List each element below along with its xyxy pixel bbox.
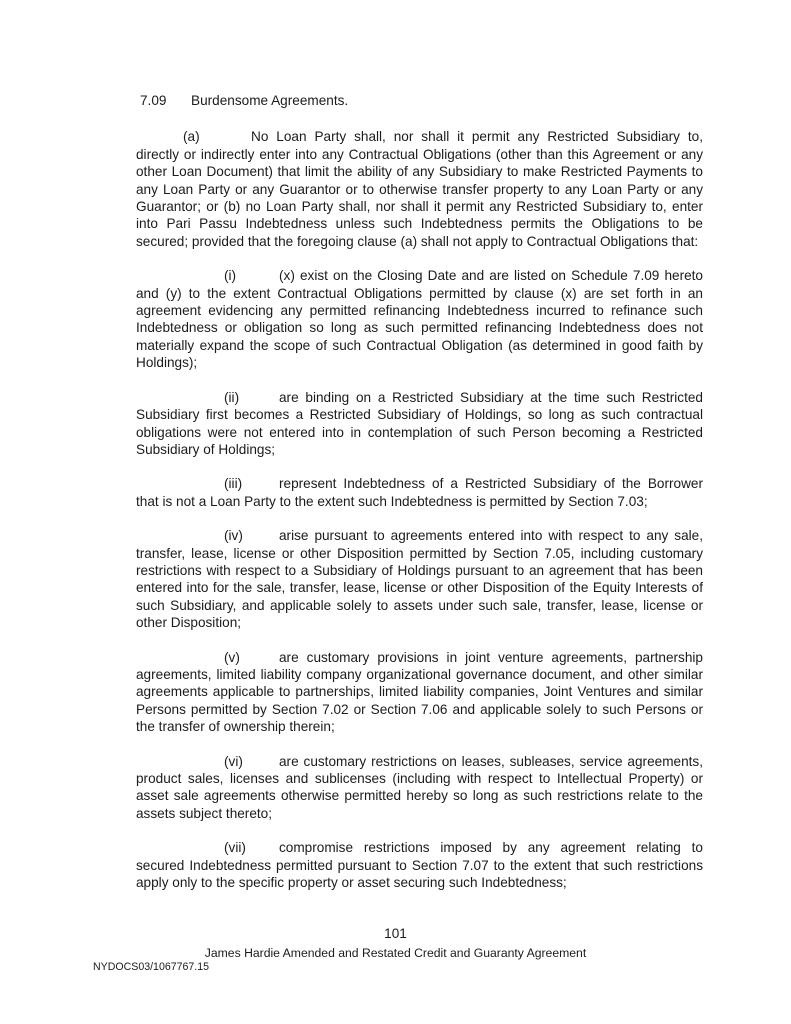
clause-item-ii [136, 389, 703, 459]
footer-doc-id: NYDOCS03/1067767.15 [93, 961, 210, 973]
clause-label: (vi) [224, 753, 243, 769]
paragraph-a-label: (a) [183, 129, 200, 145]
clause-label: (iii) [224, 476, 243, 492]
clause-text: are customary restrictions on leases, subleases, service agreements, product sales, licenses and sublicenses (including with respect to Intellectual Property) or asset sale agreements otherwise permitted hereby so long as such restrictions relate to the assets subject thereto; [136, 753, 703, 821]
clause-label: (iv) [224, 528, 243, 544]
clause-text: are binding on a Restricted Subsidiary at the time such Restricted Subsidiary first becomes a Restricted Subsidiary of Holdings, so long as such contractual obligations were not entered into in contemplation of such Person becoming a Restricted Subsidiary of Holdings; [136, 389, 703, 457]
page-number: 101 [384, 926, 407, 941]
page-body [136, 92, 703, 908]
clause-label: (ii) [224, 389, 240, 405]
paragraph-a-text: No Loan Party shall, nor shall it permit any Restricted Subsidiary to, directly or indirectly enter into any Contractual Obligations (other than this Agreement or any other Loan Document) that limit the ability of any Subsidiary to make Restricted Payments to any Loan Party or any Guarantor or to otherwise transfer property to any Loan Party or any Guarantor; or (b) no Loan Party shall, nor shall it permit any Restricted Subsidiary to, enter into Pari Passu Indebtedness unless such Indebtedness permits the Obligations to be secured; provided that the foregoing clause (a) shall not apply to Contractual Obligations that: [136, 129, 703, 249]
section-title: Burdensome Agreements. [191, 93, 349, 108]
clause-item-iv [136, 527, 703, 631]
section-number: 7.09 [140, 93, 167, 108]
section-heading [140, 92, 701, 109]
clause-item-v [136, 649, 703, 736]
clause-label: (i) [224, 268, 237, 284]
footer-document-title: James Hardie Amended and Restated Credit and Guaranty Agreement [204, 946, 587, 960]
clause-text: are customary provisions in joint venture agreements, partnership agreements, limited liability company organizational governance document, and other similar agreements applicable to partnerships, limited liability companies, Joint Ventures and similar Persons permitted by Section 7.02 or Section 7.06 and applicable solely to such Persons or the transfer of ownership therein; [136, 649, 703, 735]
clause-text: (x) exist on the Closing Date and are listed on Schedule 7.09 hereto and (y) to the extent Contractual Obligations permitted by clause (x) are set forth in an agreement evidencing any permitted refinancing Indebtedness incurred to refinance such Indebtedness or obligation so long as such permitted refinancing Indebtedness does not materially expand the scope of such Contractual Obligation (as determined in good faith by Holdings); [136, 268, 703, 371]
clause-label: (vii) [224, 840, 246, 856]
clause-text: compromise restrictions imposed by any agreement relating to secured Indebtedness permitted pursuant to Section 7.07 to the extent that such restrictions apply only to the specific property or asset securing such Indebtedness; [136, 840, 703, 891]
clause-item-iii [136, 475, 703, 510]
clause-text: represent Indebtedness of a Restricted Subsidiary of the Borrower that is not a Loan Party to the extent such Indebtedness is permitted by Section 7.03; [136, 476, 703, 509]
clause-item-i [136, 267, 703, 371]
clause-text: arise pursuant to agreements entered into with respect to any sale, transfer, lease, license or other Disposition permitted by Section 7.05, including customary restrictions with respect to a Subsidiary of Holdings pursuant to an agreement that has been entered into for the sale, transfer, lease, license or other Disposition of the Equity Interests of such Subsidiary, and applicable solely to assets under such sale, transfer, lease, license or other Disposition; [136, 528, 703, 631]
paragraph-a [136, 128, 703, 250]
clause-label: (v) [224, 649, 240, 665]
clause-item-vi [136, 753, 703, 823]
clause-item-vii [136, 839, 703, 891]
